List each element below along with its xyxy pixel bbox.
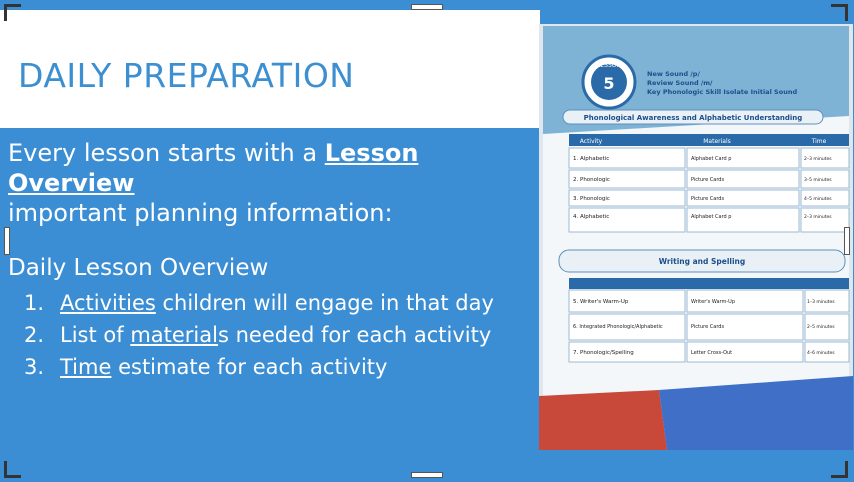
row-materials: Letter Cross-Out — [691, 350, 733, 356]
row-materials: Picture Cards — [691, 177, 725, 183]
row-time: 2–3 minutes — [804, 157, 832, 162]
selection-corner-bottom-left[interactable] — [4, 461, 21, 478]
table-row — [569, 290, 849, 312]
intro-prefix: Every lesson starts with a — [8, 139, 325, 167]
title-band — [0, 10, 540, 128]
lesson-sheet-svg — [539, 24, 853, 450]
selection-handle-left[interactable] — [4, 227, 10, 255]
list-text: s needed for each activity — [217, 323, 492, 347]
list-number: 3. — [24, 355, 45, 379]
row-time: 2–3 minutes — [804, 215, 832, 220]
selection-handle-bottom[interactable] — [411, 472, 443, 478]
row-materials: Alphabet Card p — [691, 156, 732, 162]
row-materials: Picture Cards — [691, 324, 725, 330]
lesson-overview-photo[interactable] — [539, 24, 853, 450]
row-activity: 2. Phonologic — [573, 177, 610, 183]
table-row — [569, 208, 849, 232]
col-materials: Materials — [703, 138, 731, 145]
intro-text[interactable] — [8, 138, 536, 228]
list-number: 1. — [24, 291, 45, 315]
overview-list[interactable] — [24, 288, 494, 384]
row-time: 2–5 minutes — [807, 325, 835, 330]
selection-handle-top[interactable] — [411, 4, 443, 10]
row-activity: 4. Alphabetic — [573, 214, 610, 220]
overview-heading[interactable]: Daily Lesson Overview — [8, 255, 269, 281]
row-activity: 5. Writer's Warm-Up — [573, 299, 629, 305]
list-text: estimate for each activity — [111, 355, 388, 379]
table-row — [569, 342, 849, 362]
intro-bold: Lesson Overview — [8, 139, 419, 197]
key-skill: Key Phonologic Skill Isolate Initial Sound — [647, 88, 798, 96]
review-sound: Review Sound /m/ — [647, 79, 713, 87]
col-time: Time — [811, 138, 827, 145]
section-heading-writing: Writing and Spelling — [658, 257, 746, 266]
table-row — [569, 314, 849, 340]
intro-suffix: important planning information: — [8, 199, 393, 227]
selection-corner-top-right[interactable] — [831, 4, 848, 21]
selection-corner-top-left[interactable] — [4, 4, 21, 21]
list-number: 2. — [24, 323, 45, 347]
selection-handle-right[interactable] — [844, 227, 850, 255]
row-activity: 3. Phonologic — [573, 196, 610, 202]
section-heading-phonological: Phonological Awareness and Alphabetic Understanding — [583, 114, 803, 122]
row-time: 4–6 minutes — [807, 351, 835, 356]
list-text: List of — [60, 323, 131, 347]
row-time: 4–5 minutes — [804, 197, 832, 202]
slide-title[interactable]: DAILY PREPARATION — [18, 56, 355, 95]
badge-number: 5 — [603, 74, 615, 93]
badge-label: LESSON — [597, 62, 621, 69]
underlined-word: Time — [60, 355, 112, 379]
row-materials: Alphabet Card p — [691, 214, 732, 220]
row-time: 1–3 minutes — [807, 300, 835, 305]
underlined-word: Activities — [60, 291, 156, 315]
row-activity: 7. Phonologic/Spelling — [573, 350, 634, 356]
table-row — [569, 190, 849, 206]
col-activity: Activity — [579, 138, 603, 145]
selection-corner-bottom-right[interactable] — [831, 461, 848, 478]
row-time: 3–5 minutes — [804, 178, 832, 183]
new-sound: New Sound /p/ — [647, 70, 700, 78]
table-row — [569, 170, 849, 188]
list-text: children will engage in that day — [155, 291, 494, 315]
list-item — [24, 288, 494, 320]
underlined-word: material — [130, 323, 218, 347]
table-row — [569, 148, 849, 168]
row-activity: 6. Integrated Phonologic/Alphabetic — [573, 324, 663, 330]
row-materials: Picture Cards — [691, 196, 725, 202]
row-materials: Writer's Warm-Up — [691, 299, 735, 305]
row-activity: 1. Alphabetic — [573, 156, 610, 162]
list-item — [24, 320, 494, 352]
list-item — [24, 352, 494, 384]
